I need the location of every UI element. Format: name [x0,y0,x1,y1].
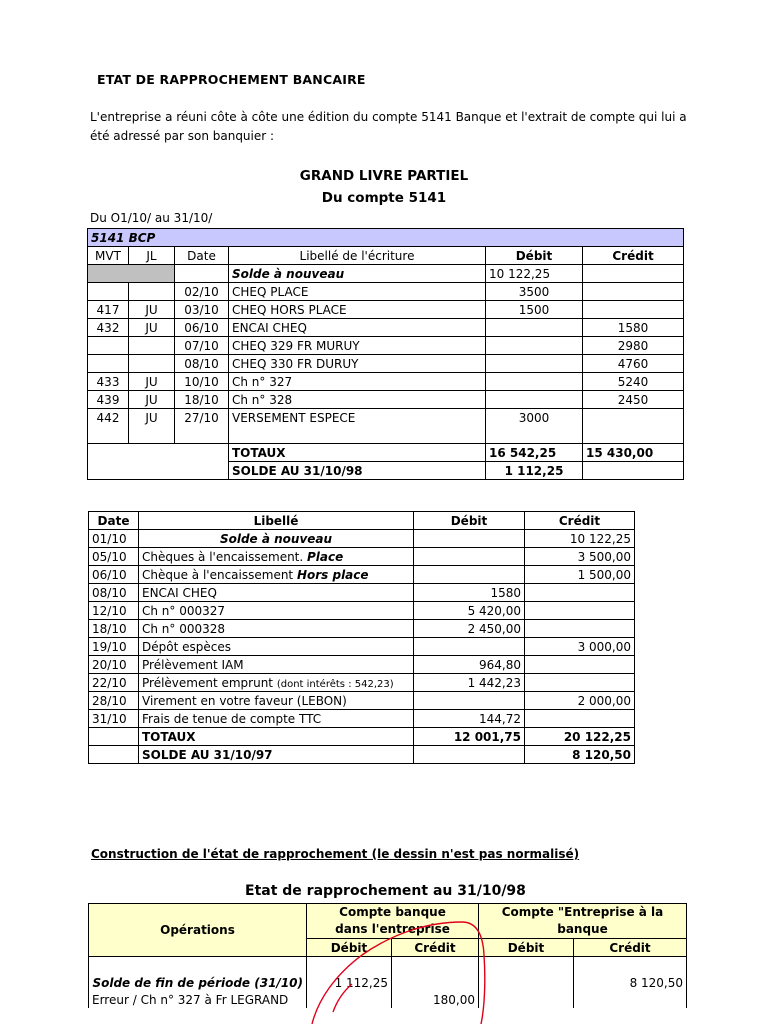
ledger-cell-jl: JU [129,391,175,409]
intro-line-1: L'entreprise a réuni côte à côte une édition du compte 5141 Banque et l'extrait de compte qui lui a [90,110,687,124]
bank-cell-credit [525,584,635,602]
ledger-cell-debit: 3000 [486,409,583,444]
ledger-cell-date: 18/10 [175,391,229,409]
ledger-cell-label: CHEQ 329 FR MURUY [229,337,486,355]
ledger-cell-credit [583,283,684,301]
bank-cell-label [139,548,414,566]
bank-cell-credit: 3 500,00 [525,548,635,566]
bank-cell-credit: 2 000,00 [525,692,635,710]
rap-row-error [89,991,687,1008]
error-company-credit: 180,00 [392,991,479,1008]
ledger-cell-date: 03/10 [175,301,229,319]
bank-cell-debit: 1580 [414,584,525,602]
ledger-cell-credit: 5240 [583,373,684,391]
ledger-cell-mvt: 433 [88,373,129,391]
bank-cell-date: 19/10 [89,638,139,656]
ledger-cell-date: 07/10 [175,337,229,355]
ledger-row [88,337,684,355]
bank-cell-date: 18/10 [89,620,139,638]
bank-cell-credit: 1 500,00 [525,566,635,584]
bank-cell-date: 31/10 [89,710,139,728]
ledger-cell-credit: 2450 [583,391,684,409]
header-debit: Débit [414,512,525,530]
bank-cell-label [139,674,414,692]
ledger-cell-jl: JU [129,409,175,444]
ledger-account-row [88,229,684,247]
ledger-cell-label: CHEQ HORS PLACE [229,301,486,319]
bank-cell-date: 06/10 [89,566,139,584]
opening-debit: 10 122,25 [486,265,583,283]
ledger-cell-jl: JU [129,301,175,319]
bank-label-text: Chèque à l'encaissement [142,567,297,582]
ledger-cell-mvt: 439 [88,391,129,409]
reconciliation-title: Etat de rapprochement au 31/10/98 [245,883,526,899]
bank-label-text: Frais de tenue de compte TTC [142,711,322,726]
bank-label-text: Prélèvement emprunt [142,675,277,690]
bank-cell-debit: 2 450,00 [414,620,525,638]
header-mvt: MVT [88,247,129,265]
ledger-row [88,373,684,391]
ledger-cell-mvt: 417 [88,301,129,319]
intro-line-2: été adressé par son banquier : [90,129,275,143]
bank-balance-row [89,746,635,764]
ledger-cell-credit: 2980 [583,337,684,355]
ledger-cell-jl [129,337,175,355]
bank-cell-date: 12/10 [89,602,139,620]
intro-paragraph [90,108,690,146]
closing-company-debit: 1 112,25 [307,974,392,991]
ledger-cell-date: 27/10 [175,409,229,444]
bank-header-row [89,512,635,530]
bank-cell-debit [414,566,525,584]
company-debit-header: Débit [307,939,392,957]
ledger-cell-credit: 4760 [583,355,684,373]
bank-row [89,638,635,656]
header-debit: Débit [486,247,583,265]
ledger-row [88,301,684,319]
ledger-cell-date: 06/10 [175,319,229,337]
ledger-period: Du O1/10/ au 31/10/ [90,211,213,225]
totals-debit: 12 001,75 [414,728,525,746]
bank-label-text: Ch n° 000328 [142,621,226,636]
bank-cell-credit: 3 000,00 [525,638,635,656]
bank-cell-debit: 144,72 [414,710,525,728]
col-operations: Opérations [89,904,307,957]
rap-spacer-row [89,957,687,975]
ledger-subtitle: Du compte 5141 [321,190,447,206]
rap-row-closing-balance [89,974,687,991]
totals-credit: 20 122,25 [525,728,635,746]
ledger-cell-mvt [88,283,129,301]
ledger-cell-debit: 3500 [486,283,583,301]
bank-label-text: Virement en votre faveur (LEBON) [142,693,347,708]
header-credit: Crédit [583,247,684,265]
totals-debit: 16 542,25 [486,444,583,462]
company-credit-header: Crédit [392,939,479,957]
header-jl: JL [129,247,175,265]
ledger-cell-jl [129,355,175,373]
ledger-cell-credit [583,301,684,319]
ledger-cell-label: Ch n° 327 [229,373,486,391]
bank-cell-debit [414,548,525,566]
col-bank [479,904,687,939]
header-date: Date [175,247,229,265]
bank-cell-label [139,692,414,710]
bank-debit-header: Débit [479,939,574,957]
header-label: Libellé de l'écriture [229,247,486,265]
ledger-cell-mvt: 432 [88,319,129,337]
ledger-row [88,319,684,337]
ledger-cell-debit: 1500 [486,301,583,319]
bank-cell-label [139,710,414,728]
bank-label-text: ENCAI CHEQ [142,585,217,600]
ledger-row [88,391,684,409]
bank-label-text: Dépôt espèces [142,639,231,654]
grey-cell [88,265,175,283]
bank-cell-date: 01/10 [89,530,139,548]
ledger-header-row [88,247,684,265]
ledger-cell-mvt [88,337,129,355]
bank-row [89,566,635,584]
ledger-cell-debit [486,355,583,373]
bank-cell-credit [525,602,635,620]
bank-label-emphasis: Place [307,549,344,564]
ledger-cell-label: Ch n° 328 [229,391,486,409]
rap-header-row [89,904,687,939]
balance-label: SOLDE AU 31/10/97 [139,746,414,764]
bank-row [89,530,635,548]
ledger-cell-date: 10/10 [175,373,229,391]
bank-cell-credit [525,656,635,674]
bank-cell-label [139,566,414,584]
ledger-cell-jl [129,283,175,301]
document-title: ETAT DE RAPPROCHEMENT BANCAIRE [97,72,366,87]
ledger-row [88,409,684,444]
bank-totals-row [89,728,635,746]
ledger-cell-mvt [88,355,129,373]
ledger-cell-debit [486,319,583,337]
account-label: 5141 BCP [88,229,684,247]
header-label: Libellé [139,512,414,530]
ledger-cell-label: VERSEMENT ESPECE [229,409,486,444]
totals-label: TOTAUX [229,444,486,462]
ledger-title: GRAND LIVRE PARTIEL [299,168,469,184]
bank-cell-credit [525,620,635,638]
bank-cell-debit [414,692,525,710]
ledger-row [88,283,684,301]
col-company [307,904,479,939]
bank-label-text: Prélèvement IAM [142,657,244,672]
ledger-cell-jl: JU [129,319,175,337]
col-bank-line-1: Compte "Entreprise à la [501,905,664,919]
ledger-cell-label: ENCAI CHEQ [229,319,486,337]
opening-label: Solde à nouveau [229,265,486,283]
bank-row [89,548,635,566]
ledger-row [88,355,684,373]
balance-debit: 1 112,25 [486,462,583,480]
bank-cell-credit [525,674,635,692]
bank-row [89,602,635,620]
bank-row [89,674,635,692]
bank-cell-debit [414,638,525,656]
construction-note: Construction de l'état de rapprochement (le dessin n'est pas normalisé) [91,847,580,861]
bank-cell-label [139,620,414,638]
bank-cell-credit: 10 122,25 [525,530,635,548]
bank-cell-date: 28/10 [89,692,139,710]
totals-credit: 15 430,00 [583,444,684,462]
totals-label: TOTAUX [139,728,414,746]
ledger-cell-debit [486,391,583,409]
ledger-table [87,228,684,480]
col-bank-line-2: banque [557,922,608,936]
bank-row [89,692,635,710]
bank-cell-debit [414,530,525,548]
bank-statement-table [88,511,635,764]
bank-label-emphasis: Hors place [296,567,369,582]
closing-bank-credit: 8 120,50 [574,974,687,991]
bank-credit-header: Crédit [574,939,687,957]
ledger-totals-row [88,444,684,462]
ledger-cell-date: 08/10 [175,355,229,373]
ledger-cell-mvt: 442 [88,409,129,444]
bank-row [89,620,635,638]
balance-label: SOLDE AU 31/10/98 [229,462,486,480]
ledger-cell-label: CHEQ PLACE [229,283,486,301]
bank-label-note: (dont intérêts : 542,23) [276,678,394,690]
bank-cell-debit: 5 420,00 [414,602,525,620]
error-label: Erreur / Ch n° 327 à Fr LEGRAND [89,991,307,1008]
balance-credit: 8 120,50 [525,746,635,764]
bank-row [89,584,635,602]
bank-row [89,710,635,728]
header-credit: Crédit [525,512,635,530]
reconciliation-table [88,903,687,1008]
ledger-cell-jl: JU [129,373,175,391]
ledger-cell-label: CHEQ 330 FR DURUY [229,355,486,373]
bank-cell-date: 05/10 [89,548,139,566]
ledger-cell-date: 02/10 [175,283,229,301]
ledger-cell-credit [583,409,684,444]
bank-cell-label [139,638,414,656]
bank-cell-debit: 964,80 [414,656,525,674]
ledger-opening-row [88,265,684,283]
bank-label-text: Chèques à l'encaissement. [142,549,308,564]
bank-cell-date: 22/10 [89,674,139,692]
bank-cell-label [139,584,414,602]
col-company-line-1: Compte banque [339,905,446,919]
col-company-line-2: dans l'entreprise [335,922,450,936]
header-date: Date [89,512,139,530]
bank-cell-date: 08/10 [89,584,139,602]
ledger-cell-debit [486,373,583,391]
bank-row [89,656,635,674]
bank-cell-label [139,602,414,620]
ledger-cell-credit: 1580 [583,319,684,337]
ledger-cell-debit [486,337,583,355]
bank-label-text: Ch n° 000327 [142,603,226,618]
bank-cell-date: 20/10 [89,656,139,674]
bank-cell-debit: 1 442,23 [414,674,525,692]
bank-cell-label: Solde à nouveau [139,530,414,548]
closing-balance-label: Solde de fin de période (31/10) [89,974,307,991]
bank-cell-label [139,656,414,674]
bank-cell-credit [525,710,635,728]
